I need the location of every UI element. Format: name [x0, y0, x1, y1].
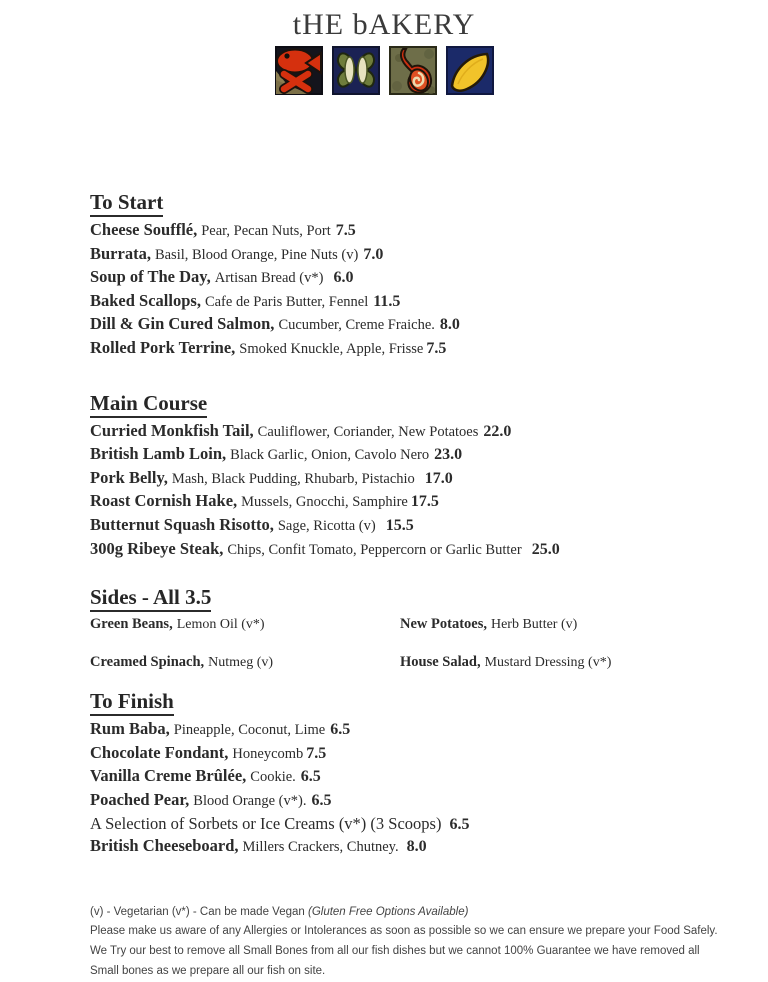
item-price: 11.5 [373, 292, 401, 310]
item-name: British Cheeseboard, [90, 836, 239, 856]
item-name: Curried Monkfish Tail, [90, 420, 254, 440]
item-description: Sage, Ricotta (v) [277, 517, 376, 534]
item-description: Cafe de Paris Butter, Fennel [204, 293, 369, 310]
section-heading-to-finish: To Finish [90, 688, 728, 714]
allergy-note: Please make us aware of any Allergies or Intolerances as soon as possible so we can ensure we prepare your Food Safely. We Try our best to remove all Small Bones from all our fish dishes but we cannot 100% Guarantee we have removed all Small bones as we prepare all our fish on site. [90, 925, 718, 977]
legend-text: (v) - Vegetarian (v*) - Can be made Vegan [90, 905, 308, 918]
item-price: 8.0 [439, 316, 460, 334]
item-description: Nutmeg (v) [208, 655, 274, 671]
menu-item [90, 266, 728, 290]
menu-item [90, 652, 400, 673]
item-name: Creamed Spinach, [90, 654, 205, 671]
item-price: 7.5 [426, 339, 447, 357]
item-name: British Lamb Loin, [90, 444, 227, 464]
item-description: Mussels, Gnocchi, Samphire [241, 494, 408, 511]
item-price: 6.5 [449, 815, 470, 833]
menu-item [90, 742, 728, 766]
item-description: Cauliflower, Coriander, New Potatoes [257, 423, 479, 440]
item-name: Baked Scallops, [90, 290, 201, 310]
fish-icon [275, 46, 323, 95]
lemon-icon [446, 46, 494, 95]
menu-item [400, 614, 728, 635]
menu-item [90, 765, 728, 789]
section-heading-main-course: Main Course [90, 390, 728, 416]
item-name: Rolled Pork Terrine, [90, 337, 236, 357]
menu-item [90, 514, 728, 538]
item-price: 6.0 [333, 269, 354, 287]
menu-item [90, 337, 728, 361]
item-price: 6.5 [330, 721, 351, 739]
item-name: Cheese Soufflé, [90, 220, 198, 239]
item-price: 22.0 [483, 422, 512, 440]
butterfly-icon [332, 46, 380, 95]
menu-item [90, 614, 400, 635]
menu-item [90, 290, 728, 314]
item-description: Basil, Blood Orange, Pine Nuts (v) [154, 246, 359, 263]
item-price: 8.0 [406, 838, 427, 856]
item-name: Vanilla Creme Brûlée, [90, 766, 247, 786]
item-price: 23.0 [434, 446, 463, 464]
item-description: Cucumber, Creme Fraiche. [278, 317, 435, 334]
menu-item [90, 443, 728, 467]
item-name: Soup of The Day, [90, 267, 211, 287]
menu-item [90, 490, 728, 514]
item-price: 7.5 [306, 744, 327, 762]
page-title: tHE bAKERY [292, 8, 476, 41]
item-description: Artisan Bread (v*) [214, 270, 324, 287]
item-name: Butternut Squash Risotto, [90, 514, 274, 534]
section-heading-sides: Sides - All 3.5 [90, 584, 728, 610]
item-description: Millers Crackers, Chutney. [242, 839, 399, 856]
item-description: Honeycomb [232, 745, 304, 762]
menu-item [90, 219, 728, 243]
item-name: Pork Belly, [90, 467, 168, 487]
item-price: 17.0 [424, 469, 453, 487]
item-price: 7.0 [363, 245, 384, 263]
menu-item [400, 652, 728, 673]
legend-line [90, 903, 730, 923]
menu-item [90, 538, 728, 562]
item-price: 6.5 [311, 791, 332, 809]
item-description: Chips, Confit Tomato, Peppercorn or Garlic Butter [227, 541, 522, 558]
item-name: Burrata, [90, 243, 151, 263]
item-name: House Salad, [400, 654, 481, 671]
menu-item [90, 420, 728, 444]
footer-notes [90, 903, 730, 982]
item-description: Blood Orange (v*). [193, 792, 307, 809]
item-price: 17.5 [410, 493, 439, 511]
item-description: Pear, Pecan Nuts, Port [201, 223, 331, 239]
item-name: A Selection of Sorbets or Ice Creams (v*) (3 Scoops) [90, 813, 442, 833]
section-heading-to-start: To Start [90, 189, 728, 215]
item-price: 15.5 [385, 516, 414, 534]
ham-icon [389, 46, 437, 95]
menu-item [90, 813, 728, 836]
item-description: Cookie. [250, 769, 296, 786]
item-description: Pineapple, Coconut, Lime [173, 722, 326, 739]
to-finish-items [90, 718, 728, 859]
main-course-items [90, 420, 728, 562]
item-name: Poached Pear, [90, 789, 190, 809]
item-name: Chocolate Fondant, [90, 742, 229, 762]
menu-item [90, 313, 728, 337]
item-name: 300g Ribeye Steak, [90, 538, 224, 558]
item-price: 6.5 [300, 768, 321, 786]
item-name: Roast Cornish Hake, [90, 491, 238, 511]
menu-item [90, 835, 728, 859]
item-description: Mash, Black Pudding, Rhubarb, Pistachio [171, 470, 415, 487]
item-price: 25.0 [531, 540, 560, 558]
item-name: New Potatoes, [400, 616, 487, 633]
item-name: Rum Baba, [90, 719, 170, 739]
item-description: Lemon Oil (v*) [176, 617, 265, 633]
item-name: Dill & Gin Cured Salmon, [90, 314, 275, 334]
item-name: Green Beans, [90, 616, 173, 633]
to-start-items [90, 219, 728, 361]
item-description: Smoked Knuckle, Apple, Frisse [239, 340, 424, 357]
menu-item [90, 718, 728, 742]
menu-page [0, 6, 768, 977]
menu-content [90, 189, 728, 859]
item-description: Black Garlic, Onion, Cavolo Nero [230, 447, 430, 464]
item-description: Mustard Dressing (v*) [484, 655, 612, 671]
menu-item [90, 467, 728, 491]
gluten-free-note: (Gluten Free Options Available) [307, 905, 469, 918]
menu-item [90, 789, 728, 813]
item-description: Herb Butter (v) [490, 617, 578, 633]
sides-items [90, 614, 728, 673]
menu-item [90, 243, 728, 267]
item-price: 7.5 [335, 222, 356, 239]
logo-strip [0, 46, 768, 95]
